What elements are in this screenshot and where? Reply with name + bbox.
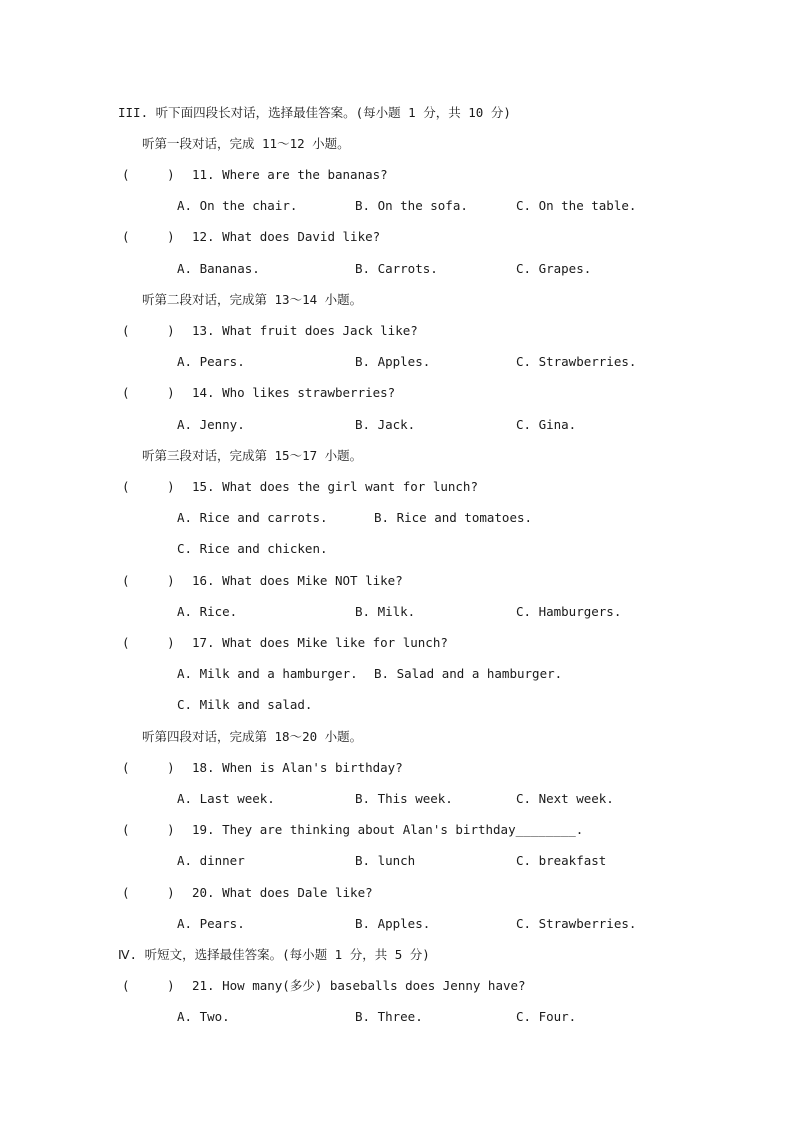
dialogue-4-intro: 听第四段对话，完成第 18～20 小题。 xyxy=(142,729,363,744)
answer-blank[interactable]: ( ) xyxy=(122,479,175,494)
answer-blank[interactable]: ( ) xyxy=(122,573,175,588)
dialogue-3-intro: 听第三段对话，完成第 15～17 小题。 xyxy=(142,448,363,463)
question-text: 20. What does Dale like? xyxy=(192,885,373,900)
dialogue-1-intro: 听第一段对话，完成 11～12 小题。 xyxy=(142,136,350,151)
option-a: A. On the chair. xyxy=(177,198,298,213)
option-b: B. Apples. xyxy=(355,354,431,369)
option-c: C. breakfast xyxy=(516,853,607,868)
question-text: 17. What does Mike like for lunch? xyxy=(192,635,448,650)
option-c: C. On the table. xyxy=(516,198,637,213)
option-c: C. Hamburgers. xyxy=(516,604,622,619)
option-b: B. Salad and a hamburger. xyxy=(374,666,563,681)
dialogue-2-intro: 听第二段对话，完成第 13～14 小题。 xyxy=(142,292,363,307)
section-3-heading: III. 听下面四段长对话，选择最佳答案。(每小题 1 分，共 10 分) xyxy=(118,105,511,120)
option-c: C. Next week. xyxy=(516,791,614,806)
option-b: B. Apples. xyxy=(355,916,431,931)
option-b: B. Three. xyxy=(355,1009,423,1024)
option-c: C. Grapes. xyxy=(516,261,592,276)
question-12 xyxy=(122,229,380,245)
option-c: C. Milk and salad. xyxy=(177,697,313,712)
question-20 xyxy=(122,885,373,901)
option-c: C. Strawberries. xyxy=(516,354,637,369)
answer-blank[interactable]: ( ) xyxy=(122,167,175,182)
option-c: C. Strawberries. xyxy=(516,916,637,931)
question-text: 15. What does the girl want for lunch? xyxy=(192,479,478,494)
question-16 xyxy=(122,573,403,589)
option-a: A. Two. xyxy=(177,1009,230,1024)
question-text: 12. What does David like? xyxy=(192,229,381,244)
option-a: A. Rice. xyxy=(177,604,238,619)
answer-blank[interactable]: ( ) xyxy=(122,323,175,338)
option-a: A. Rice and carrots. xyxy=(177,510,328,525)
question-text: 14. Who likes strawberries? xyxy=(192,385,396,400)
option-c: C. Rice and chicken. xyxy=(177,541,328,556)
answer-blank[interactable]: ( ) xyxy=(122,822,175,837)
option-c: C. Four. xyxy=(516,1009,577,1024)
question-text: 16. What does Mike NOT like? xyxy=(192,573,403,588)
option-b: B. Milk. xyxy=(355,604,416,619)
question-15 xyxy=(122,479,478,495)
question-text: 13. What fruit does Jack like? xyxy=(192,323,418,338)
option-c: C. Gina. xyxy=(516,417,577,432)
option-b: B. Carrots. xyxy=(355,261,438,276)
answer-blank[interactable]: ( ) xyxy=(122,385,175,400)
option-a: A. Last week. xyxy=(177,791,275,806)
option-b: B. Rice and tomatoes. xyxy=(374,510,533,525)
question-text: 19. They are thinking about Alan's birthday________. xyxy=(192,822,584,837)
option-a: A. Jenny. xyxy=(177,417,245,432)
answer-blank[interactable]: ( ) xyxy=(122,229,175,244)
option-b: B. On the sofa. xyxy=(355,198,468,213)
question-21 xyxy=(122,978,526,994)
question-18 xyxy=(122,760,403,776)
option-a: A. dinner xyxy=(177,853,245,868)
option-b: B. This week. xyxy=(355,791,453,806)
option-a: A. Bananas. xyxy=(177,261,260,276)
answer-blank[interactable]: ( ) xyxy=(122,885,175,900)
answer-blank[interactable]: ( ) xyxy=(122,635,175,650)
answer-blank[interactable]: ( ) xyxy=(122,978,175,993)
question-14 xyxy=(122,385,395,401)
answer-blank[interactable]: ( ) xyxy=(122,760,175,775)
question-17 xyxy=(122,635,448,651)
section-4-heading: Ⅳ. 听短文，选择最佳答案。(每小题 1 分，共 5 分) xyxy=(118,947,430,962)
question-text: 18. When is Alan's birthday? xyxy=(192,760,403,775)
question-text: 11. Where are the bananas? xyxy=(192,167,388,182)
option-b: B. lunch xyxy=(355,853,416,868)
option-a: A. Milk and a hamburger. xyxy=(177,666,358,681)
question-19 xyxy=(122,822,583,838)
question-text: 21. How many(多少) baseballs does Jenny have? xyxy=(192,978,526,993)
option-a: A. Pears. xyxy=(177,916,245,931)
option-b: B. Jack. xyxy=(355,417,416,432)
question-13 xyxy=(122,323,418,339)
option-a: A. Pears. xyxy=(177,354,245,369)
question-11 xyxy=(122,167,388,183)
